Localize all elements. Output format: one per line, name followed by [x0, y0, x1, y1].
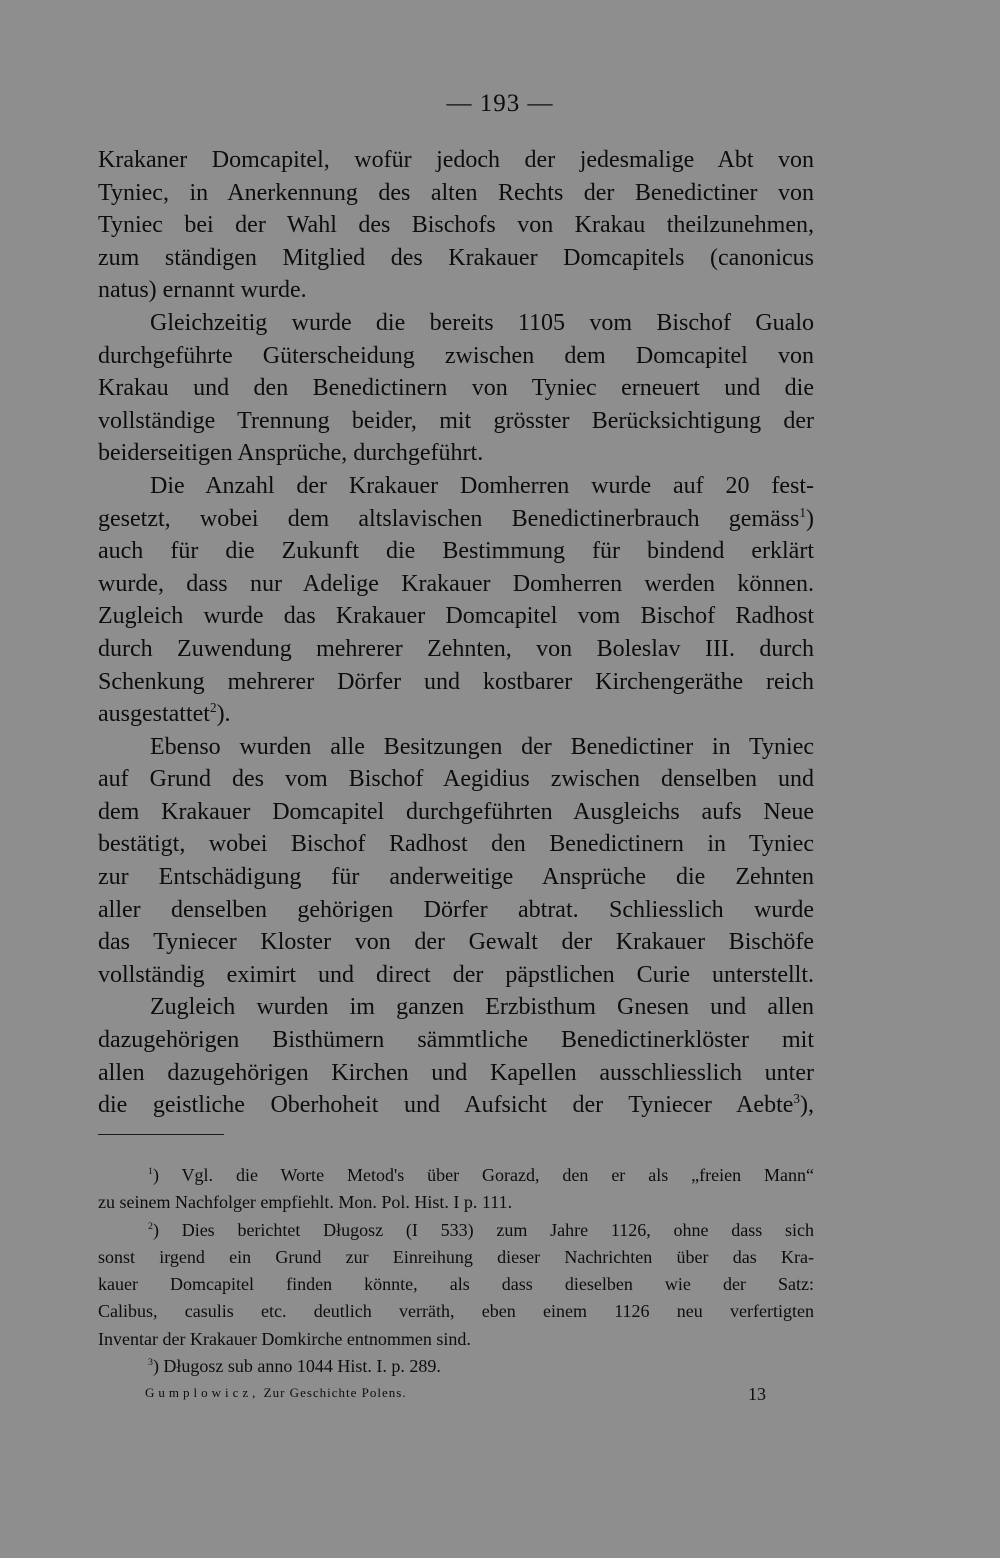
body-line: dazugehörigen Bisthümern sämmtliche Benedictinerklöster mit: [98, 1027, 814, 1054]
body-line: Die Anzahl der Krakauer Domherren wurde auf 20 fest-: [150, 472, 814, 499]
body-line: Krakau und den Benedictinern von Tyniec erneuert und die: [98, 375, 814, 402]
footnote-marker: 1: [799, 504, 806, 520]
footer-title: Zur Geschichte Polens.: [263, 1385, 407, 1400]
body-line: dem Krakauer Domcapitel durchgeführten Ausgleichs aufs Neue: [98, 798, 814, 825]
footnote-number: 3: [148, 1357, 153, 1369]
body-line: die geistliche Oberhoheit und Aufsicht der Tyniecer Aebte$^3$),: [98, 1091, 814, 1119]
body-line: ausgestattet$^2$).: [98, 700, 231, 728]
body-line: zum ständigen Mitglied des Krakauer Domcapitels (canonicus: [98, 244, 814, 271]
body-line: durchgeführte Güterscheidung zwischen dem Domcapitel von: [98, 342, 814, 369]
body-line: wurde, dass nur Adelige Krakauer Domherren werden können.: [98, 570, 814, 597]
body-line: vollständig eximirt und direct der päpstlichen Curie unterstellt.: [98, 961, 814, 988]
body-line: Gleichzeitig wurde die bereits 1105 vom Bischof Gualo: [150, 309, 814, 336]
body-line: auf Grund des vom Bischof Aegidius zwischen denselben und: [98, 766, 814, 793]
footnote-line: kauer Domcapitel finden könnte, als dass dieselben wie der Satz:: [98, 1274, 814, 1295]
footer-author: Gumplowicz,: [145, 1385, 260, 1400]
body-line: allen dazugehörigen Kirchen und Kapellen ausschliesslich unter: [98, 1059, 814, 1086]
body-line: Tyniec bei der Wahl des Bischofs von Krakau theilzunehmen,: [98, 212, 814, 239]
body-line: auch für die Zukunft die Bestimmung für bindend erklärt: [98, 538, 814, 565]
footnote-divider: [98, 1134, 224, 1135]
body-line: Ebenso wurden alle Besitzungen der Benedictiner in Tyniec: [150, 733, 814, 760]
sheet-number: 13: [748, 1384, 766, 1404]
footnote-number: 2: [148, 1220, 153, 1232]
body-line: natus) ernannt wurde.: [98, 277, 307, 304]
page-number: — 193 —: [446, 90, 554, 117]
body-line: gesetzt, wobei dem altslavischen Benedictinerbrauch gemäss$^1$): [98, 504, 814, 532]
body-line: zur Entschädigung für anderweitige Ansprüche die Zehnten: [98, 864, 814, 891]
footnote-marker: 2: [209, 700, 217, 716]
footnote-line: Inventar der Krakauer Domkirche entnommen sind.: [98, 1328, 471, 1349]
body-line: bestätigt, wobei Bischof Radhost den Benedictinern in Tyniec: [98, 831, 814, 858]
signature-line: [145, 1385, 407, 1401]
body-line: Zugleich wurden im ganzen Erzbisthum Gnesen und allen: [150, 994, 814, 1021]
footnote-number: 1: [148, 1166, 153, 1177]
body-line: das Tyniecer Kloster von der Gewalt der Krakauer Bischöfe: [98, 929, 814, 956]
footnote-line: $^3$) Długosz sub anno 1044 Hist. I. p. 289.: [148, 1356, 441, 1377]
body-line: Tyniec, in Anerkennung des alten Rechts der Benedictiner von: [98, 179, 814, 206]
footnotes: [98, 1162, 814, 1380]
body-line: durch Zuwendung mehrerer Zehnten, von Boleslav III. durch: [98, 635, 814, 662]
body-line: Zugleich wurde das Krakauer Domcapitel vom Bischof Radhost: [98, 603, 814, 630]
footnote-line: sonst irgend ein Grund zur Einreihung dieser Nachrichten über das Kra-: [98, 1246, 814, 1267]
footnote-line: Calibus, casulis etc. deutlich verräth, eben einem 1126 neu verfertigten: [98, 1301, 814, 1322]
body-line: vollständige Trennung beider, mit grösster Berücksichtigung der: [98, 407, 814, 434]
footnote-line: $^2$) Dies berichtet Długosz (I 533) zum Jahre 1126, ohne dass sich: [148, 1219, 814, 1240]
footnote-line: zu seinem Nachfolger empfiehlt. Mon. Pol. Hist. I p. 111.: [98, 1192, 513, 1213]
footnote-marker: 3: [793, 1091, 800, 1107]
footnote-line: $^1$) Vgl. die Worte Metod's über Gorazd, den er als „freien Mann“: [148, 1165, 814, 1185]
body-line: aller denselben gehörigen Dörfer abtrat. Schliesslich wurde: [98, 896, 814, 923]
body-line: Schenkung mehrerer Dörfer und kostbarer Kirchengeräthe reich: [98, 668, 814, 695]
body-line: Krakaner Domcapitel, wofür jedoch der jedesmalige Abt von: [98, 147, 814, 173]
body-text: [98, 144, 814, 1122]
body-line: beiderseitigen Ansprüche, durchgeführt.: [98, 440, 484, 467]
